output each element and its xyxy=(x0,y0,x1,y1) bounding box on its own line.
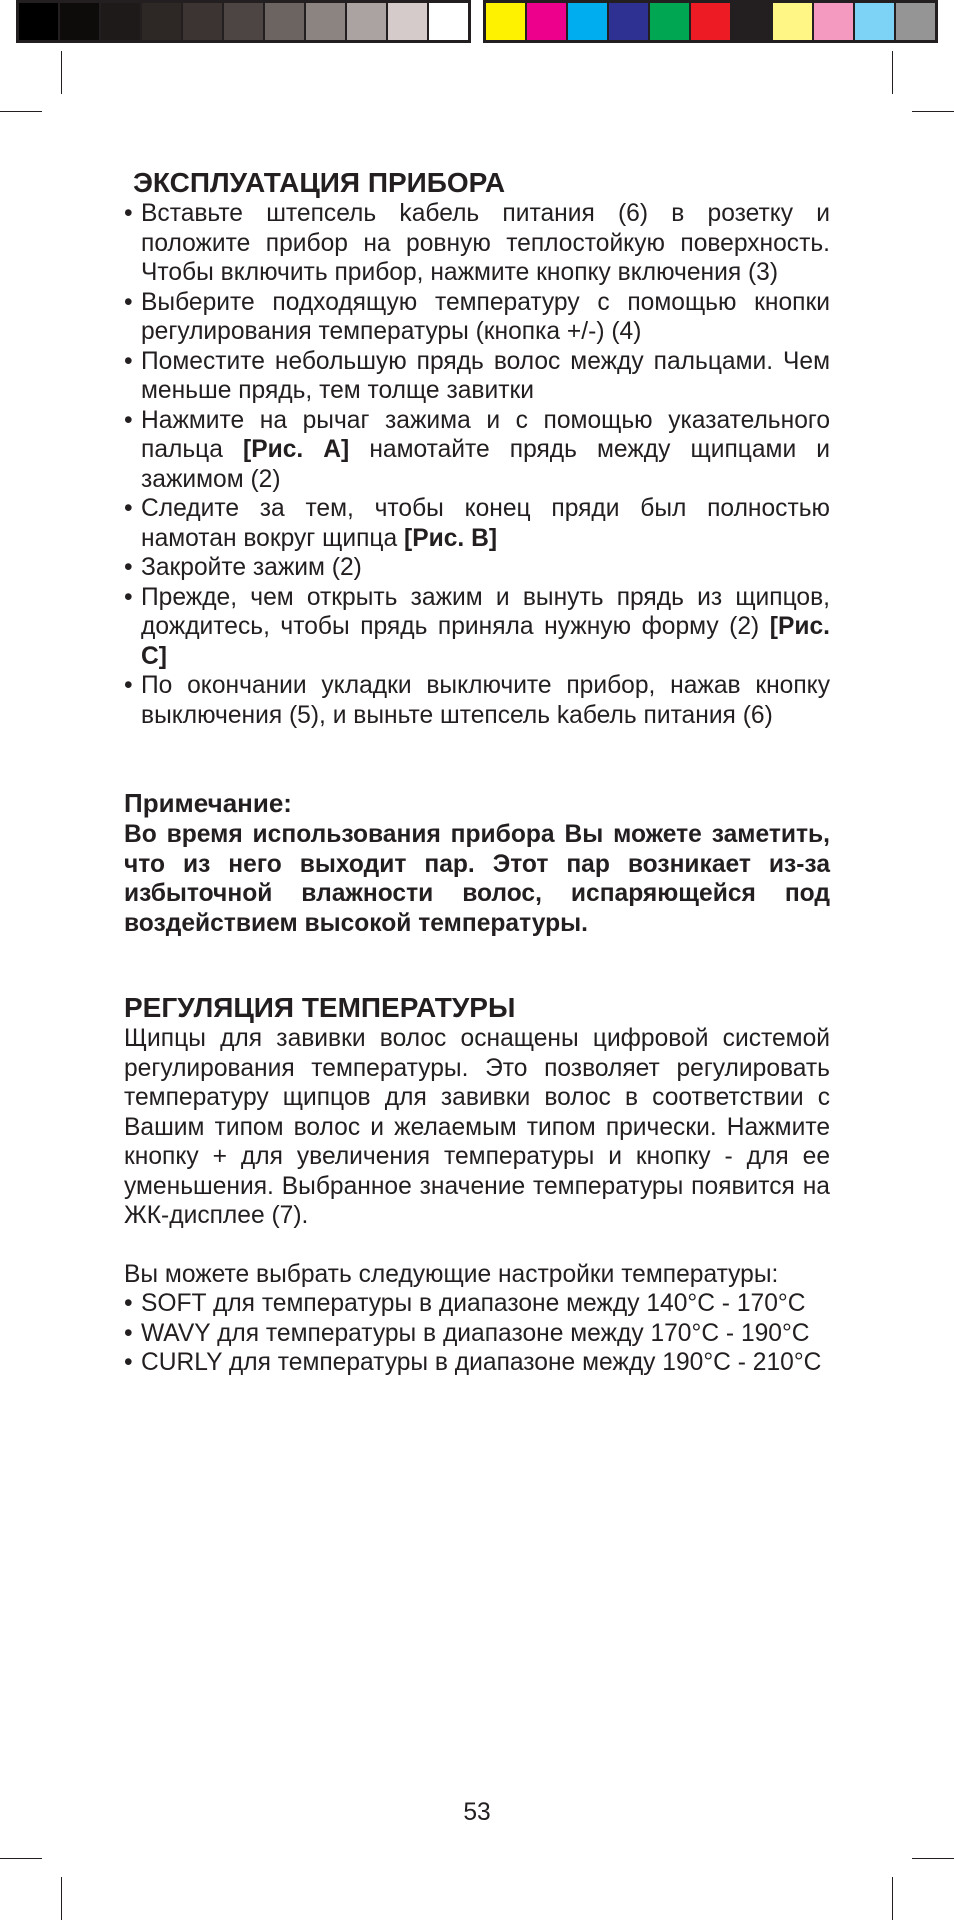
note-body: Во время использования прибора Вы можете заметить, что из него выходит пар. Этот пар возникает из-за избыточной влажности волос, испаряющейся под воздействием высокой температуры. xyxy=(124,821,830,937)
list-item: • CURLY для температуры в диапазоне между 190°C - 210°C xyxy=(124,1348,830,1378)
grayscale-calibration-bar xyxy=(16,0,471,43)
color-swatch xyxy=(486,3,527,40)
color-swatch xyxy=(691,3,732,40)
list-item: • SOFT для температуры в диапазоне между 140°C - 170°C xyxy=(124,1289,830,1319)
temperature-description: Щипцы для завивки волос оснащены цифровой системой регулирования температуры. Это позволяет регулировать температуру щипцов для завивки волос в соответствии с Вашим типом волос и желаемым типом прически. Нажмите кнопку + для увеличения температуры и кнопку - для ее уменьшения. Выбранное значение температуры появится на ЖК-дисплее (7). xyxy=(124,1025,830,1229)
crop-mark-top-left xyxy=(61,51,62,94)
list-item xyxy=(124,494,830,553)
note-title: Примечание: xyxy=(124,788,292,818)
crop-mark-top-right xyxy=(892,51,893,94)
list-item xyxy=(124,406,830,495)
list-item-text: Прежде, чем открыть зажим и вынуть прядь из щипцов, дождитесь, чтобы прядь приняла нужную форму (2) xyxy=(141,583,830,640)
gray-swatch xyxy=(429,3,468,40)
crop-mark-top-right xyxy=(912,111,954,112)
crop-mark-bottom-left xyxy=(0,1858,42,1859)
crop-mark-top-left xyxy=(0,111,42,112)
gray-swatch xyxy=(183,3,224,40)
list-item-text: Нажмите на рычаг зажима и с помощью указательного пальца xyxy=(141,406,830,463)
color-swatch xyxy=(527,3,568,40)
gray-swatch xyxy=(101,3,142,40)
gray-swatch xyxy=(142,3,183,40)
crop-mark-bottom-right xyxy=(892,1877,893,1920)
color-swatch xyxy=(814,3,855,40)
gray-swatch xyxy=(224,3,265,40)
color-swatch xyxy=(896,3,935,40)
list-item: • Выберите подходящую температуру с помощью кнопки регулирования температуры (кнопка +/-) (4) xyxy=(124,288,830,347)
color-swatch xyxy=(773,3,814,40)
page-number: 53 xyxy=(463,1799,491,1826)
list-item xyxy=(124,583,830,672)
temperature-settings-intro: Вы можете выбрать следующие настройки температуры: xyxy=(124,1260,779,1288)
color-swatch xyxy=(650,3,691,40)
temperature-settings-list xyxy=(124,1289,830,1378)
gray-swatch xyxy=(388,3,429,40)
gray-swatch xyxy=(60,3,101,40)
gray-swatch xyxy=(347,3,388,40)
gray-swatch xyxy=(306,3,347,40)
list-item: • WAVY для температуры в диапазоне между 170°C - 190°C xyxy=(124,1319,830,1349)
color-calibration-bar xyxy=(483,0,938,43)
list-item: • Поместите небольшую прядь волос между пальцами. Чем меньше прядь, тем толще завитки xyxy=(124,347,830,406)
section-heading-operation: ЭКСПЛУАТАЦИЯ ПРИБОРА xyxy=(133,167,506,198)
figure-reference: [Рис. C] xyxy=(141,613,830,670)
color-swatch xyxy=(568,3,609,40)
operation-steps-list xyxy=(124,199,830,730)
list-item: • По окончании укладки выключите прибор, нажав кнопку выключения (5), и выньте штепсель kабель питания (6) xyxy=(124,671,830,730)
list-item-text: Следите за тем, чтобы конец пряди был полностью намотан вокруг щипца xyxy=(141,495,830,552)
figure-reference: [Рис. A] xyxy=(243,436,350,463)
section-heading-temperature: РЕГУЛЯЦИЯ ТЕМПЕРАТУРЫ xyxy=(124,992,516,1023)
color-swatch xyxy=(855,3,896,40)
list-item-text: намотайте прядь между щипцами и зажимом (2) xyxy=(141,436,830,493)
gray-swatch xyxy=(265,3,306,40)
color-swatch xyxy=(609,3,650,40)
list-item: • Закройте зажим (2) xyxy=(124,553,830,583)
figure-reference: [Рис. B] xyxy=(404,524,498,552)
crop-mark-bottom-right xyxy=(912,1858,954,1859)
page-content xyxy=(124,166,830,1378)
gray-swatch xyxy=(19,3,60,40)
color-swatch xyxy=(732,3,773,40)
list-item: • Вставьте штепсель kабель питания (6) в розетку и положите прибор на ровную теплостойкую поверхность. Чтобы включить прибор, нажмите кнопку включения (3) xyxy=(124,199,830,288)
crop-mark-bottom-left xyxy=(61,1877,62,1920)
